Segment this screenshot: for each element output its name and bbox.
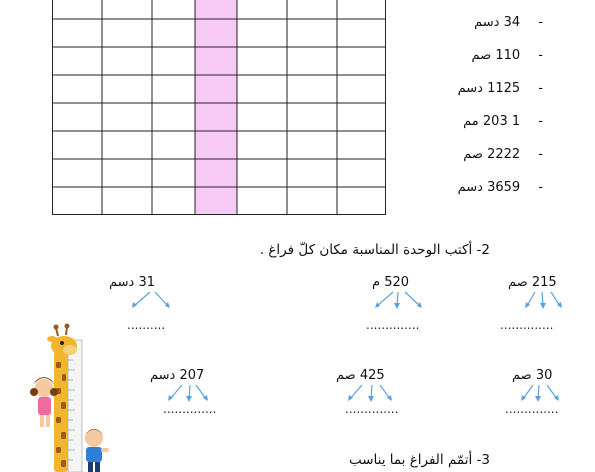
answer-blank[interactable]: ..............	[163, 402, 217, 416]
item-dash: -	[538, 147, 543, 162]
item-dash: -	[538, 48, 543, 63]
list-item	[474, 15, 543, 30]
item-value: 110	[495, 48, 521, 63]
item-value: 2222	[487, 147, 521, 162]
highlighted-column	[195, 0, 237, 215]
list-item	[458, 81, 543, 96]
exercise-value: 215 صم	[508, 275, 557, 290]
item-dash: -	[538, 81, 543, 96]
item-unit: دسم	[457, 81, 483, 96]
item-value: 1125	[487, 81, 521, 96]
item-unit: صم	[471, 48, 492, 63]
item-dash: -	[538, 15, 543, 30]
item-value: 3659	[487, 180, 521, 195]
list-item	[471, 48, 543, 63]
list-item	[458, 180, 543, 195]
exercise-value: 520 م	[372, 275, 410, 290]
section-3-heading: 3- أتمّم الفراغ بما يناسب	[348, 452, 490, 468]
item-unit: مم	[463, 114, 479, 129]
section-2-heading: 2- أكتب الوحدة المناسبة مكان كلّ فراغ .	[259, 242, 490, 258]
exercise-value: 207 دسم	[150, 368, 205, 383]
answer-blank[interactable]: ..........	[127, 318, 166, 332]
answer-blank[interactable]: ..............	[500, 318, 554, 332]
item-unit: دسم	[474, 15, 500, 30]
item-value: 34	[503, 15, 521, 30]
item-unit: صم	[463, 147, 483, 162]
item-dash: -	[538, 180, 543, 195]
giraffe-height-chart-illustration	[0, 322, 120, 472]
arrows-icon	[365, 290, 430, 312]
answer-blank[interactable]: ..............	[345, 402, 399, 416]
conversion-table	[52, 0, 386, 215]
item-value: 1 203	[482, 114, 521, 129]
exercise-value: 425 صم	[336, 368, 385, 383]
item-dash: -	[538, 114, 543, 129]
arrows-icon	[505, 290, 565, 310]
answer-blank[interactable]: ..............	[505, 402, 559, 416]
list-item	[463, 147, 543, 162]
exercise-value: 30 صم	[512, 368, 553, 383]
arrows-icon	[120, 290, 175, 312]
item-unit: دسم	[457, 180, 483, 195]
exercise-value: 31 دسم	[109, 275, 156, 290]
answer-blank[interactable]: ..............	[366, 318, 420, 332]
list-item	[463, 114, 543, 129]
